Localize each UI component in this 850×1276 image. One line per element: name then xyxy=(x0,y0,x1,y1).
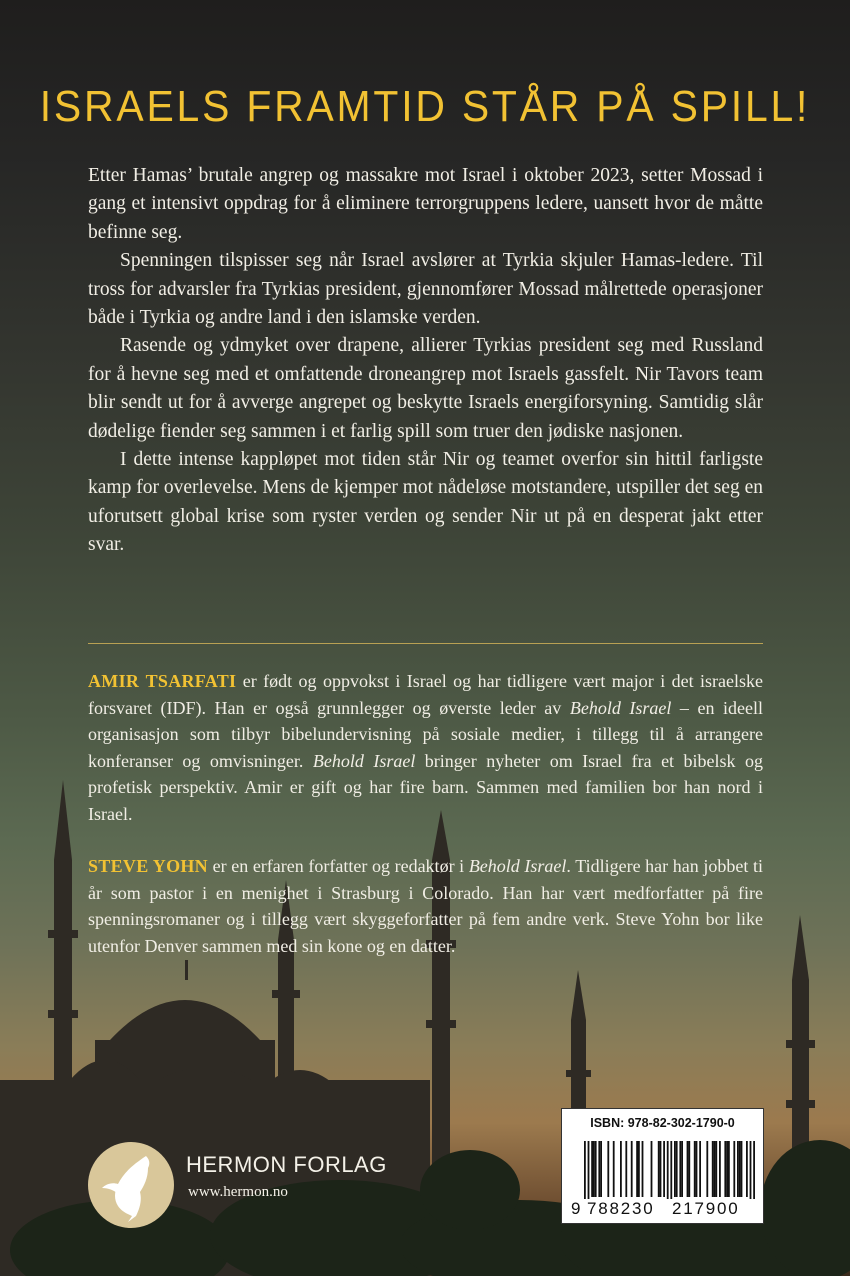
barcode-bar xyxy=(733,1141,735,1197)
barcode-bar xyxy=(694,1141,696,1197)
bio-text-segment: . Tidligere har han jobbet ti år som pastor i en menighet i Strasburg i Colorado. Han har vært medforfatter på fire spenningsromaner og i tillegg vært skyggeforfatter på fem andre verk. Steve Yohn bor like utenfor Denver sammen med sin kone og en datter. xyxy=(88,856,764,956)
barcode-bar xyxy=(651,1141,653,1197)
blurb-paragraph: Rasende og ydmyket over drapene, allierer Tyrkias president seg med Russland for å hevne seg med et omfattende droneangrep mot Israels gassfelt. Nir Tavors team blir sendt ut for å avverge angrepet og beskytte Israels energiforsyning. Samtidig slår dødelige fiender seg sammen i et farlig spill som truer den jødiske nasjonen. xyxy=(88,335,763,442)
barcode-bar xyxy=(750,1141,752,1199)
barcode-bar xyxy=(712,1141,714,1197)
barcode-bar xyxy=(737,1141,739,1197)
barcode-bar xyxy=(595,1141,597,1197)
barcode-bar xyxy=(591,1141,593,1197)
bird-in-circle-icon xyxy=(88,1142,174,1228)
author-name: AMIR TSARFATI xyxy=(88,671,237,691)
author-bio-steve xyxy=(88,853,763,959)
barcode-bar xyxy=(613,1141,615,1197)
barcode-bar xyxy=(715,1141,717,1197)
author-bio-text xyxy=(88,668,763,828)
barcode-bar xyxy=(719,1141,721,1197)
barcode-digits-left: 788230 xyxy=(587,1199,655,1218)
headline: ISRAELS FRAMTID STÅR PÅ SPILL! xyxy=(39,82,811,131)
barcode-bar xyxy=(728,1141,730,1197)
barcode-bar xyxy=(638,1141,640,1197)
bio-text-segment: er født og oppvokst i Israel og har tidligere vært major i det israelske forsvaret (IDF). Han er også grunnlegger og øverste leder av xyxy=(88,671,763,718)
barcode-bar xyxy=(746,1141,748,1197)
barcode-bar xyxy=(607,1141,609,1197)
barcode-bar xyxy=(642,1141,644,1197)
author-bio-amir xyxy=(88,668,763,828)
barcode-bar xyxy=(593,1141,595,1197)
barcode-bar xyxy=(670,1141,672,1199)
barcode-bar xyxy=(739,1141,741,1197)
isbn-barcode-box xyxy=(561,1108,764,1224)
barcode xyxy=(562,1137,763,1199)
barcode-bar xyxy=(588,1141,590,1199)
barcode-digit-first: 9 xyxy=(571,1199,581,1218)
author-bio-text xyxy=(88,853,763,959)
barcode-bar xyxy=(688,1141,690,1197)
barcode-bar xyxy=(714,1141,716,1197)
barcode-bar xyxy=(631,1141,633,1197)
organization-name: Behold Israel xyxy=(312,750,416,771)
barcode-bar xyxy=(676,1141,678,1197)
barcode-bar xyxy=(658,1141,660,1197)
barcode-bar xyxy=(753,1141,755,1199)
barcode-bar xyxy=(620,1141,622,1197)
barcode-bar xyxy=(696,1141,698,1197)
barcode-bar xyxy=(699,1141,701,1197)
barcode-bar xyxy=(681,1141,683,1197)
barcode-bar xyxy=(667,1141,669,1199)
barcode-bar xyxy=(584,1141,586,1199)
bio-text-segment: er en erfaren forfatter og redaktør i xyxy=(207,856,469,876)
barcode-bar xyxy=(724,1141,726,1197)
organization-name: Behold Israel xyxy=(468,856,567,876)
barcode-bar xyxy=(687,1141,689,1197)
author-name: STEVE YOHN xyxy=(88,856,208,876)
publisher-url[interactable]: www.hermon.no xyxy=(188,1184,288,1200)
organization-name: Behold Israel xyxy=(569,697,672,718)
barcode-bar xyxy=(598,1141,600,1197)
barcode-bar xyxy=(663,1141,665,1197)
blurb-paragraph: I dette intense kappløpet mot tiden står Nir og teamet overfor sin hittil farligste kamp for overlevelse. Mens de kjemper mot nådeløse motstandere, utspiller det seg en uforutsett global krise som ryster verden og sender Nir ut på en desperat jakt etter svar. xyxy=(88,449,763,556)
blurb-paragraph: Etter Hamas’ brutale angrep og massakre mot Israel i oktober 2023, setter Mossad i gang et intensivt oppdrag for å eliminere terrorgruppens ledere, uansett hvor de måtte befinne seg. xyxy=(88,165,763,243)
barcode-digits-right: 217900 xyxy=(672,1199,740,1218)
barcode-bar xyxy=(600,1141,602,1197)
barcode-bar xyxy=(706,1141,708,1197)
barcode-bar xyxy=(660,1141,662,1197)
barcode-bar xyxy=(726,1141,728,1197)
blurb-paragraph: Spenningen tilspisser seg når Israel avslører at Tyrkia skjuler Hamas-ledere. Til tross for advarsler fra Tyrkias president, gjennomfører Mossad målrettede operasjoner både i Tyrkia og andre land i den islamske verden. xyxy=(88,250,763,329)
book-blurb xyxy=(88,162,763,560)
bio-text-segment: – en ideell organisasjon som tilbyr bibelundervisning på sosiale medier, i tillegg til å arrangere konferanser og omvisninger. xyxy=(88,697,763,771)
barcode-bar xyxy=(679,1141,681,1197)
barcode-bar xyxy=(741,1141,743,1197)
publisher-name: HERMON FORLAG xyxy=(186,1152,387,1177)
isbn-label: ISBN: 978-82-302-1790-0 xyxy=(590,1116,735,1130)
barcode-bar xyxy=(636,1141,638,1197)
bio-text-segment: bringer nyheter om Israel fra et bibelsk og profetisk perspektiv. Amir er gift og har fire barn. Sammen med familien bor han nord i Israel. xyxy=(88,750,763,824)
barcode-bar xyxy=(625,1141,627,1197)
barcode-digits xyxy=(562,1199,763,1223)
barcode-bar xyxy=(674,1141,676,1197)
section-divider xyxy=(88,643,763,644)
